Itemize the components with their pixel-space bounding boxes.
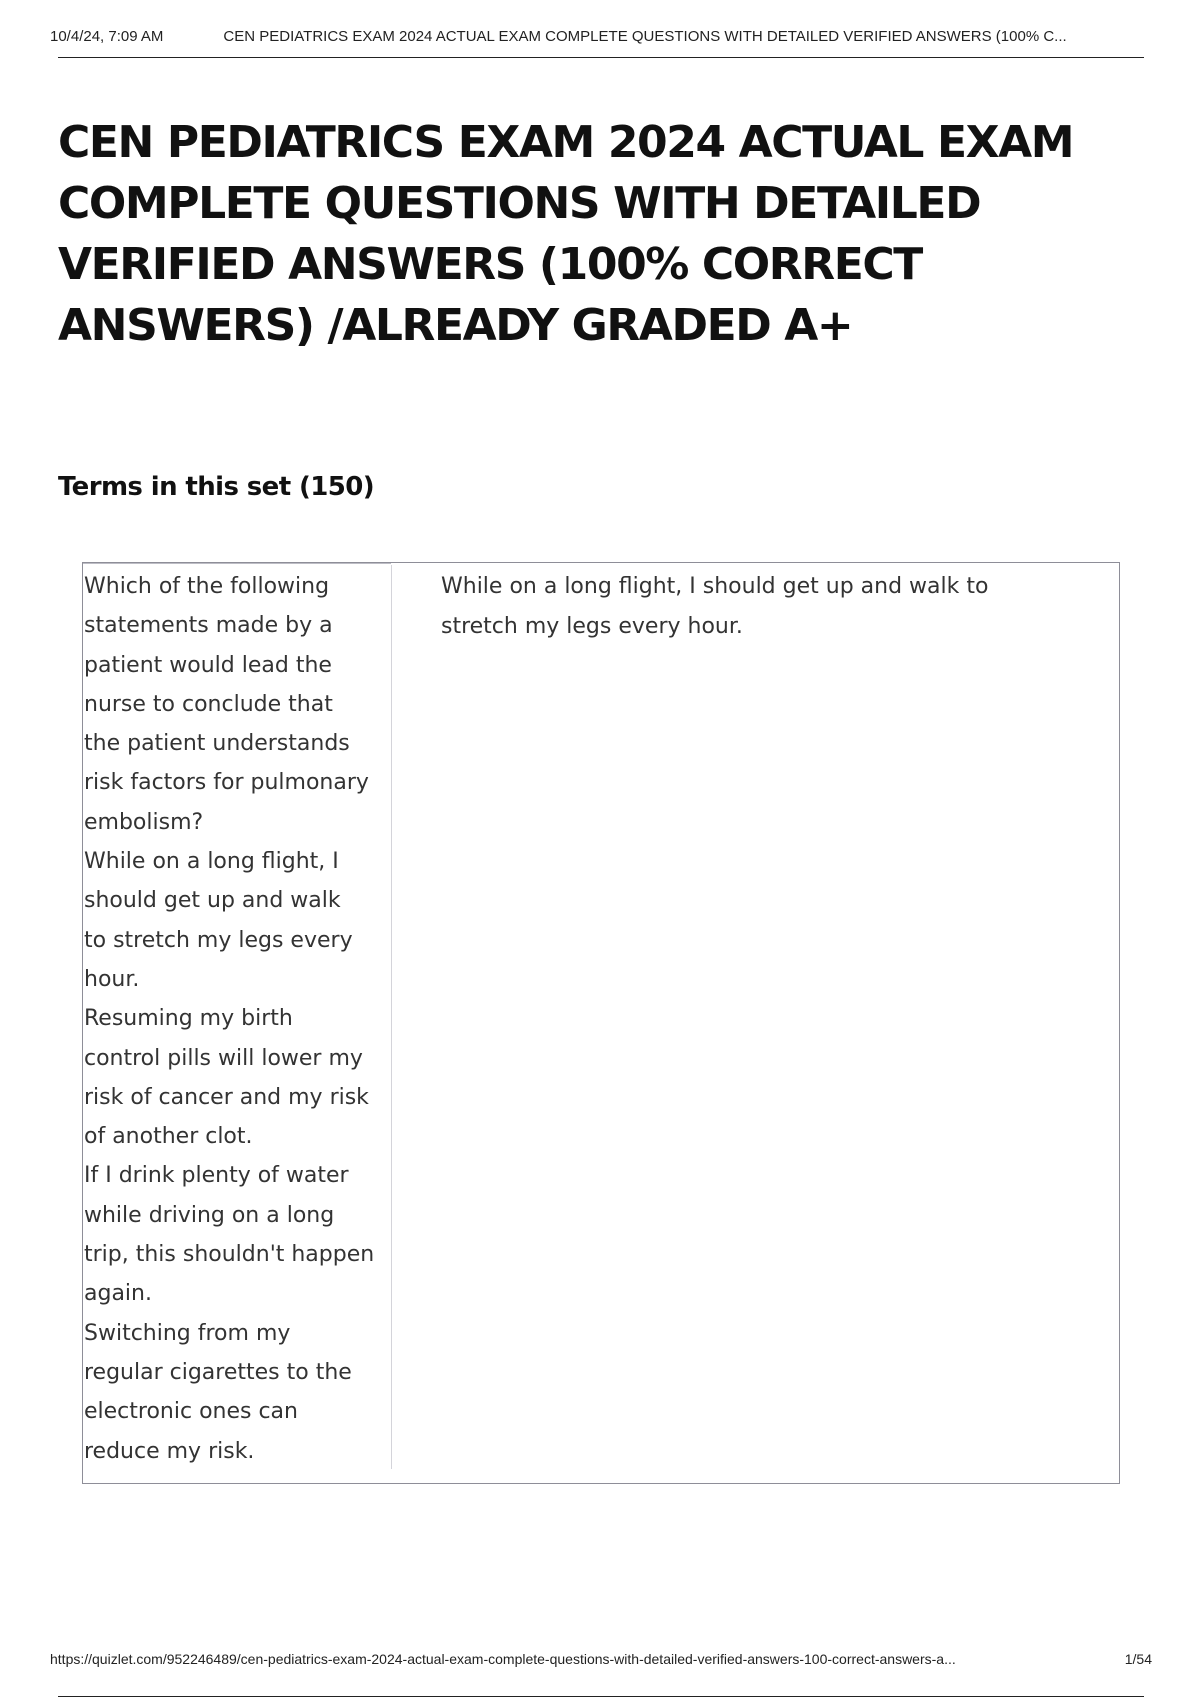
term-line: patient would lead the: [84, 652, 332, 678]
term-line: again.: [84, 1281, 152, 1307]
header-divider: [58, 57, 1144, 58]
term-line: should get up and walk: [84, 888, 341, 914]
term-line: to stretch my legs every: [84, 927, 353, 953]
terms-count-heading: Terms in this set (150): [58, 472, 375, 502]
term-column-top-rule: [83, 563, 391, 564]
term-line: risk of cancer and my risk: [84, 1084, 369, 1110]
print-header: [50, 28, 1144, 58]
term-line: embolism?: [84, 809, 204, 835]
term-line: while driving on a long: [84, 1202, 335, 1228]
footer-divider: [58, 1696, 1144, 1697]
term-line: While on a long flight, I: [84, 849, 339, 875]
print-page-number: 1/54: [1124, 1651, 1152, 1667]
term-line: the patient understands: [84, 731, 350, 757]
print-document-title: CEN PEDIATRICS EXAM 2024 ACTUAL EXAM COMPLETE QUESTIONS WITH DETAILED VERIFIED ANSWERS (100% C...: [223, 28, 1067, 45]
term-definition-divider: [391, 565, 392, 1469]
print-timestamp: 10/4/24, 7:09 AM: [50, 28, 164, 45]
term-line: reduce my risk.: [84, 1438, 255, 1464]
term-line: of another clot.: [84, 1124, 253, 1150]
term-line: trip, this shouldn't happen: [84, 1242, 375, 1268]
page-title-line: COMPLETE QUESTIONS WITH DETAILED: [58, 178, 981, 229]
term-line: nurse to conclude that: [84, 691, 333, 717]
term-line: Which of the following: [84, 574, 330, 599]
term-line: Resuming my birth: [84, 1006, 293, 1032]
term-question: [84, 567, 380, 1471]
term-line: If I drink plenty of water: [84, 1163, 349, 1189]
term-line: hour.: [84, 966, 140, 992]
definition-line: stretch my legs every hour.: [441, 614, 743, 639]
term-line: risk factors for pulmonary: [84, 770, 369, 796]
print-footer-url: https://quizlet.com/952246489/cen-pediatrics-exam-2024-actual-exam-complete-questions-with-detailed-verified-answers-100-correct-answers-a...: [50, 1651, 956, 1667]
term-line: regular cigarettes to the: [84, 1359, 352, 1385]
term-definition: [441, 567, 1001, 647]
page-title: [58, 112, 1078, 356]
term-line: Switching from my: [84, 1320, 291, 1346]
definition-line: While on a long flight, I should get up and walk to: [441, 574, 989, 599]
page-title-line: CEN PEDIATRICS EXAM 2024 ACTUAL EXAM: [58, 117, 1074, 168]
term-card: [82, 562, 1120, 1484]
page-title-line: ANSWERS) /ALREADY GRADED A+: [58, 300, 853, 351]
print-footer: [50, 1651, 1152, 1667]
term-line: electronic ones can: [84, 1399, 298, 1425]
term-line: control pills will lower my: [84, 1045, 363, 1071]
page-title-line: VERIFIED ANSWERS (100% CORRECT: [58, 239, 922, 290]
term-line: statements made by a: [84, 613, 333, 639]
